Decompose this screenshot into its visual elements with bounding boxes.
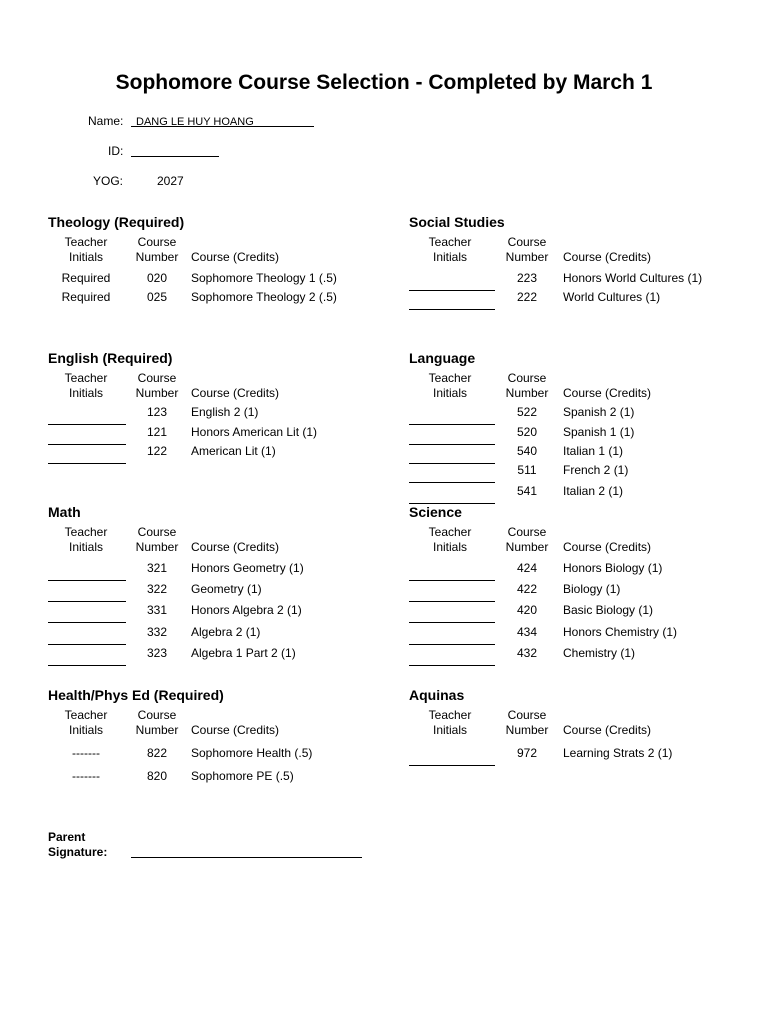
column-header-course: Course (Credits) [191, 540, 280, 554]
column-header-number [122, 525, 192, 555]
teacher-initials-field[interactable] [48, 644, 126, 645]
teacher-initials-field[interactable] [48, 665, 126, 666]
course-number: 424 [516, 561, 538, 575]
column-header-course: Course (Credits) [563, 250, 652, 264]
course-number: 223 [516, 271, 538, 285]
yog-field[interactable]: 2027 [157, 174, 184, 188]
teacher-initials-field[interactable] [409, 644, 495, 645]
teacher-initials-field[interactable] [48, 463, 126, 464]
course-name: Sophomore Theology 2 (.5) [191, 290, 337, 304]
course-number: 025 [146, 290, 168, 304]
course-number: 020 [146, 271, 168, 285]
column-header-course: Course (Credits) [563, 540, 652, 554]
column-header-course: Course (Credits) [191, 250, 280, 264]
course-name: American Lit (1) [191, 444, 276, 458]
course-name: Learning Strats 2 (1) [563, 746, 673, 760]
course-number: 972 [516, 746, 538, 760]
header-initials-line2: Initials [68, 386, 103, 400]
course-name: Chemistry (1) [563, 646, 636, 660]
signature-label [48, 830, 107, 860]
teacher-initials-field[interactable] [409, 290, 495, 291]
column-header-initials [46, 371, 126, 401]
column-header-number [492, 371, 562, 401]
course-name: Italian 2 (1) [563, 484, 624, 498]
section-title-math: Math [48, 504, 81, 520]
course-number: 332 [146, 625, 168, 639]
column-header-initials [46, 525, 126, 555]
section-title-english-required: English (Required) [48, 350, 173, 366]
teacher-initials-field[interactable] [48, 444, 126, 445]
teacher-initials-field[interactable] [409, 424, 495, 425]
name-field[interactable]: DANG LE HUY HOANG [136, 116, 254, 128]
header-initials-line2: Initials [68, 540, 103, 554]
section-title-social-studies: Social Studies [409, 214, 505, 230]
course-number: 432 [516, 646, 538, 660]
course-number: 540 [516, 444, 538, 458]
course-name: Algebra 1 Part 2 (1) [191, 646, 296, 660]
header-initials-line1: Teacher [64, 371, 108, 385]
column-header-course: Course (Credits) [191, 723, 280, 737]
teacher-initials: ------- [72, 746, 100, 760]
column-header-number [122, 371, 192, 401]
header-initials-line1: Teacher [428, 235, 472, 249]
header-initials-line1: Teacher [428, 525, 472, 539]
teacher-initials-field[interactable] [48, 424, 126, 425]
course-name: World Cultures (1) [563, 290, 661, 304]
course-name: Biology (1) [563, 582, 621, 596]
teacher-initials-field[interactable] [409, 765, 495, 766]
column-header-initials [410, 525, 490, 555]
teacher-initials-field[interactable] [409, 482, 495, 483]
teacher-initials-field[interactable] [409, 622, 495, 623]
teacher-initials-field[interactable] [409, 444, 495, 445]
header-number-line2: Number [505, 540, 549, 554]
header-number-line1: Course [507, 371, 547, 385]
header-initials-line2: Initials [432, 723, 467, 737]
course-number: 434 [516, 625, 538, 639]
header-number-line2: Number [505, 386, 549, 400]
course-name: English 2 (1) [191, 405, 259, 419]
course-name: Algebra 2 (1) [191, 625, 261, 639]
column-header-number [492, 235, 562, 265]
teacher-initials-field[interactable] [409, 665, 495, 666]
course-number: 321 [146, 561, 168, 575]
course-name: Honors World Cultures (1) [563, 271, 703, 285]
header-initials-line2: Initials [68, 723, 103, 737]
course-number: 541 [516, 484, 538, 498]
course-name: Honors American Lit (1) [191, 425, 318, 439]
id-label: ID: [108, 144, 124, 158]
header-number-line2: Number [135, 723, 179, 737]
course-name: Honors Biology (1) [563, 561, 663, 575]
column-header-initials [46, 708, 126, 738]
header-initials-line2: Initials [432, 250, 467, 264]
header-number-line1: Course [507, 708, 547, 722]
header-number-line2: Number [135, 540, 179, 554]
column-header-number [492, 708, 562, 738]
header-initials-line1: Teacher [428, 371, 472, 385]
header-number-line1: Course [137, 235, 177, 249]
section-title-science: Science [409, 504, 462, 520]
course-number: 511 [517, 463, 537, 477]
course-number: 322 [146, 582, 168, 596]
column-header-course: Course (Credits) [563, 386, 652, 400]
course-number: 822 [146, 746, 168, 760]
teacher-initials-field[interactable] [48, 601, 126, 602]
course-number: 820 [146, 769, 168, 783]
column-header-initials [410, 235, 490, 265]
course-number: 121 [146, 425, 168, 439]
section-title-language: Language [409, 350, 476, 366]
course-number: 422 [516, 582, 538, 596]
teacher-initials: ------- [72, 769, 100, 783]
header-initials-line2: Initials [432, 540, 467, 554]
column-header-number [122, 708, 192, 738]
header-number-line1: Course [137, 708, 177, 722]
course-number: 323 [146, 646, 168, 660]
signature-label-line1: Parent [48, 830, 86, 844]
course-name: Sophomore PE (.5) [191, 769, 294, 783]
course-name: Spanish 2 (1) [563, 405, 635, 419]
page-title: Sophomore Course Selection - Completed by March 1 [115, 71, 653, 94]
teacher-initials-field[interactable] [409, 601, 495, 602]
header-initials-line1: Teacher [64, 708, 108, 722]
header-initials-line1: Teacher [64, 525, 108, 539]
course-name: Spanish 1 (1) [563, 425, 635, 439]
course-name: French 2 (1) [563, 463, 629, 477]
course-number: 122 [146, 444, 168, 458]
teacher-initials-field[interactable] [409, 309, 495, 310]
header-number-line1: Course [507, 235, 547, 249]
column-header-number [492, 525, 562, 555]
header-number-line1: Course [507, 525, 547, 539]
header-number-line2: Number [135, 386, 179, 400]
teacher-initials: Required [61, 290, 111, 304]
yog-label: YOG: [93, 174, 124, 188]
header-initials-line1: Teacher [64, 235, 108, 249]
header-initials-line1: Teacher [428, 708, 472, 722]
section-title-health-phys-ed-required: Health/Phys Ed (Required) [48, 687, 224, 703]
course-name: Geometry (1) [191, 582, 262, 596]
section-title-aquinas: Aquinas [409, 687, 465, 703]
column-header-initials [410, 708, 490, 738]
teacher-initials-field[interactable] [48, 580, 126, 581]
header-initials-line2: Initials [432, 386, 467, 400]
course-name: Honors Algebra 2 (1) [191, 603, 302, 617]
teacher-initials: Required [61, 271, 111, 285]
signature-line[interactable] [131, 857, 362, 858]
header-number-line2: Number [505, 723, 549, 737]
course-name: Sophomore Theology 1 (.5) [191, 271, 337, 285]
teacher-initials-field[interactable] [409, 580, 495, 581]
course-name: Sophomore Health (.5) [191, 746, 313, 760]
course-number: 520 [516, 425, 538, 439]
course-name: Italian 1 (1) [563, 444, 624, 458]
column-header-course: Course (Credits) [191, 386, 280, 400]
id-underline [131, 156, 219, 157]
column-header-initials [410, 371, 490, 401]
column-header-course: Course (Credits) [563, 723, 652, 737]
header-number-line2: Number [135, 250, 179, 264]
header-number-line1: Course [137, 371, 177, 385]
course-number: 123 [146, 405, 168, 419]
course-number: 222 [516, 290, 538, 304]
signature-label-line2: Signature: [48, 845, 108, 859]
header-number-line2: Number [505, 250, 549, 264]
course-number: 331 [146, 603, 168, 617]
course-name: Honors Geometry (1) [191, 561, 304, 575]
name-label: Name: [88, 114, 124, 128]
column-header-initials [46, 235, 126, 265]
section-title-theology-required: Theology (Required) [48, 214, 185, 230]
course-number: 420 [516, 603, 538, 617]
teacher-initials-field[interactable] [48, 622, 126, 623]
teacher-initials-field[interactable] [409, 463, 495, 464]
course-name: Honors Chemistry (1) [563, 625, 678, 639]
header-number-line1: Course [137, 525, 177, 539]
column-header-number [122, 235, 192, 265]
header-initials-line2: Initials [68, 250, 103, 264]
course-number: 522 [516, 405, 538, 419]
course-name: Basic Biology (1) [563, 603, 654, 617]
